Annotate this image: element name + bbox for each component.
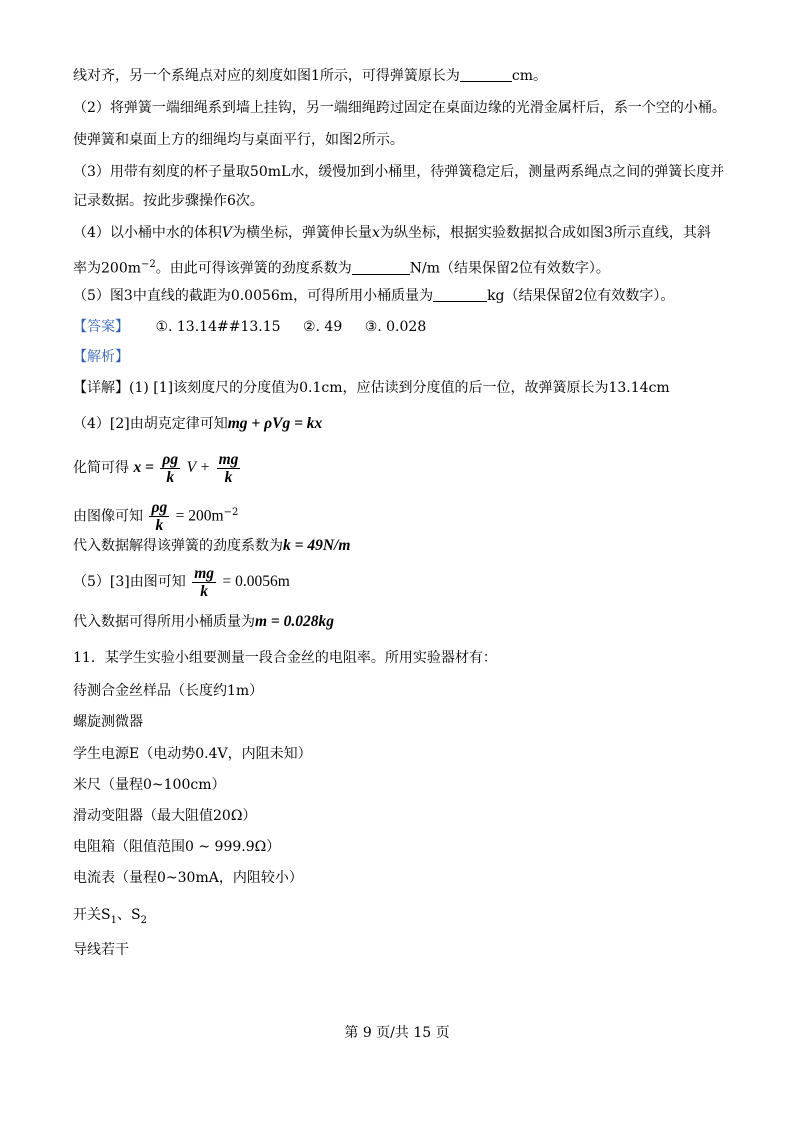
question-line-5: 记录数据。按此步骤操作6次。 — [73, 193, 264, 209]
formula-lhs: x = — [133, 459, 154, 476]
question-line-8 — [73, 286, 674, 306]
question-line-2: （2）将弹簧一端细绳系到墙上挂钩，另一端细绳跨过固定在桌面边缘的光滑金属杆后，系一个空的小桶。 — [73, 100, 726, 116]
text: 代入数据可得所用小桶质量为 — [73, 614, 255, 630]
text: 化简可得 — [73, 460, 129, 476]
text: 为横坐标，弹簧伸长量 — [232, 225, 373, 241]
denominator: k — [224, 468, 233, 486]
var-x: x — [372, 225, 380, 241]
equipment-item: 学生电源E（电动势0.4V，内阻未知） — [73, 746, 312, 762]
q11-intro: 11．某学生实验小组要测量一段合金丝的电阻率。所用实验器材有： — [73, 650, 497, 666]
fraction — [149, 499, 169, 534]
text: （4）[2]由胡克定律可知 — [73, 416, 228, 432]
answer-blank — [352, 260, 410, 275]
answer-3: ③. 0.028 — [364, 319, 427, 335]
question-line-1 — [73, 66, 547, 86]
text: 为纵坐标，根据实验数据拟合成如图3所示直线，其斜 — [379, 225, 711, 241]
text: 开关S — [73, 907, 111, 923]
answer-line — [73, 317, 426, 337]
equipment-item: 米尺（量程0~100cm） — [73, 777, 226, 793]
formula-hooke: mg + ρVg = kx — [227, 415, 323, 432]
formula-rhs: = 0.0056m — [222, 573, 290, 590]
text: 。由此可得该弹簧的劲度系数为 — [155, 260, 352, 277]
equipment-item: 导线若干 — [73, 942, 129, 958]
question-line-4: （3）用带有刻度的杯子量取50mL水，缓慢加到小桶里，待弹簧稳定后，测量两系绳点之间的弹簧长度并 — [73, 164, 725, 180]
formula-rhs: = 200m — [175, 507, 224, 525]
formula-m: m = 0.028kg — [255, 613, 335, 630]
formula-k: k = 49N/m — [283, 537, 351, 554]
fraction — [192, 565, 216, 600]
subscript: 2 — [140, 914, 147, 926]
text: 率为200m — [73, 260, 141, 277]
var-v: V — [221, 225, 233, 241]
numerator: ρg — [162, 450, 179, 468]
numerator: mg — [218, 450, 239, 468]
answer-2: ②. 49 — [302, 319, 343, 335]
fraction — [160, 451, 180, 486]
detail-line-4 — [73, 495, 238, 535]
denominator: k — [200, 582, 208, 600]
text: 、S — [116, 907, 141, 923]
formula-mid: V + — [186, 459, 211, 476]
text: 代入数据解得该弹簧的劲度系数为 — [73, 538, 283, 554]
subscript: 1 — [110, 914, 117, 926]
equipment-item: 电流表（量程0~30mA，内阻较小） — [73, 870, 303, 886]
text: （4）以小桶中水的体积 — [73, 225, 222, 241]
text: （5）[3]由图可知 — [73, 574, 186, 590]
text: kg（结果保留2位有效数字）。 — [487, 288, 675, 304]
detail-line-1: 【详解】(1) [1]该刻度尺的分度值为0.1cm，应估读到分度值的后一位，故弹簧原长为13.14cm — [73, 380, 670, 396]
text: 线对齐，另一个系绳点对应的刻度如图1所示，可得弹簧原长为 — [73, 68, 460, 84]
denominator: k — [166, 468, 175, 486]
equipment-item: 电阻箱（阻值范围0 ~ 999.9Ω） — [73, 839, 281, 855]
question-line-3: 使弹簧和桌面上方的细绳均与桌面平行，如图2所示。 — [73, 132, 404, 148]
equipment-item-switches — [73, 905, 147, 931]
unit: cm。 — [511, 68, 548, 84]
detail-line-3 — [73, 450, 242, 486]
answer-label: 【答案】 — [73, 319, 129, 335]
question-line-6 — [73, 223, 711, 243]
detail-line-5 — [73, 536, 350, 556]
detail-line-2 — [73, 414, 322, 434]
text: （5）图3中直线的截距为0.0056m，可得所用小桶质量为 — [73, 288, 434, 304]
analysis-label: 【解析】 — [73, 349, 129, 365]
fraction — [217, 451, 241, 486]
detail-line-7 — [73, 612, 334, 632]
answer-1: ①. 13.14##13.15 — [155, 319, 281, 335]
equipment-item: 待测合金丝样品（长度约1m） — [73, 683, 264, 699]
page-footer: 第 9 页/共 15 页 — [344, 1025, 450, 1041]
text: N/m（结果保留2位有效数字）。 — [409, 260, 610, 277]
answer-blank — [433, 287, 487, 302]
denominator: k — [155, 517, 164, 535]
equipment-item: 滑动变阻器（最大阻值20Ω） — [73, 808, 257, 824]
exponent: −2 — [141, 259, 156, 270]
answer-blank — [460, 67, 512, 82]
equipment-item: 螺旋测微器 — [73, 714, 143, 730]
question-line-7 — [73, 255, 610, 279]
exponent: −2 — [223, 507, 239, 518]
numerator: mg — [194, 564, 215, 582]
numerator: ρg — [151, 499, 168, 517]
detail-line-6 — [73, 564, 290, 600]
text: 由图像可知 — [73, 508, 143, 525]
